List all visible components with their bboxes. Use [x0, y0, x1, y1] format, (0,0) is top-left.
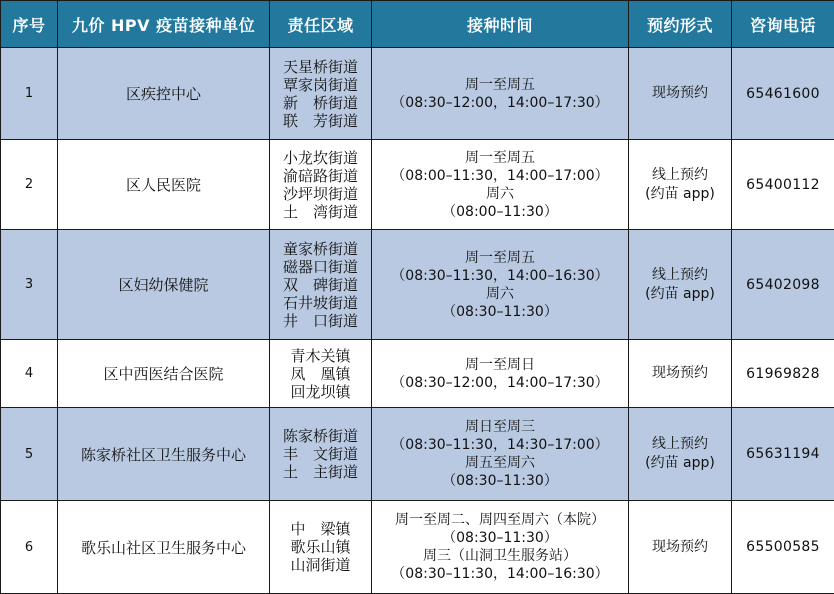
row-index: 3 [1, 230, 58, 340]
booking-item: 现场预约 [629, 84, 731, 103]
booking-item: 线上预约 [629, 166, 731, 185]
row-booking [629, 408, 732, 501]
table-row [1, 501, 834, 594]
booking-item: (约苗 app) [629, 185, 731, 204]
area-item: 双 碑街道 [270, 276, 371, 294]
time-item: （08:30–12:00，14:00–17:30） [372, 374, 628, 392]
table-row [1, 340, 834, 408]
area-item: 新 桥街道 [270, 94, 371, 112]
time-item: 周一至周五 [372, 149, 628, 167]
booking-item: 现场预约 [629, 538, 731, 557]
area-item: 丰 文街道 [270, 445, 371, 463]
row-phone: 65500585 [732, 501, 834, 594]
area-item: 回龙坝镇 [270, 383, 371, 401]
row-unit: 区人民医院 [58, 140, 270, 230]
table-header-row [1, 1, 834, 48]
area-item: 土 湾街道 [270, 203, 371, 221]
area-item: 井 口街道 [270, 312, 371, 330]
time-item: （08:30–11:30） [372, 472, 628, 490]
time-item: 周六 [372, 185, 628, 203]
row-times [372, 48, 629, 140]
row-index: 5 [1, 408, 58, 501]
area-item: 中 梁镇 [270, 520, 371, 538]
area-item: 石井坡街道 [270, 294, 371, 312]
row-phone: 65631194 [732, 408, 834, 501]
time-item: 周三（山洞卫生服务站） [372, 547, 628, 565]
header-booking: 预约形式 [629, 1, 732, 48]
row-areas [270, 48, 372, 140]
row-phone: 65402098 [732, 230, 834, 340]
header-time: 接种时间 [372, 1, 629, 48]
row-index: 6 [1, 501, 58, 594]
row-index: 1 [1, 48, 58, 140]
row-unit: 区疾控中心 [58, 48, 270, 140]
booking-item: (约苗 app) [629, 285, 731, 304]
time-item: （08:00–11:30，14:00–17:00） [372, 167, 628, 185]
row-unit: 区妇幼保健院 [58, 230, 270, 340]
time-item: 周日至周三 [372, 418, 628, 436]
row-times [372, 140, 629, 230]
row-times [372, 501, 629, 594]
row-areas [270, 140, 372, 230]
booking-item: (约苗 app) [629, 454, 731, 473]
time-item: 周一至周二、周四至周六（本院） [372, 511, 628, 529]
time-item: （08:30–11:30） [372, 303, 628, 321]
table-row [1, 408, 834, 501]
row-index: 2 [1, 140, 58, 230]
row-booking [629, 230, 732, 340]
area-item: 土 主街道 [270, 463, 371, 481]
area-item: 磁器口街道 [270, 258, 371, 276]
area-item: 童家桥街道 [270, 240, 371, 258]
table-row [1, 230, 834, 340]
row-phone: 65461600 [732, 48, 834, 140]
time-item: （08:30–11:30，14:00–16:30） [372, 565, 628, 583]
row-booking [629, 501, 732, 594]
row-times [372, 340, 629, 408]
area-item: 覃家岗街道 [270, 76, 371, 94]
header-phone: 咨询电话 [732, 1, 834, 48]
table-row [1, 48, 834, 140]
area-item: 陈家桥街道 [270, 427, 371, 445]
header-index: 序号 [1, 1, 58, 48]
row-areas [270, 230, 372, 340]
header-unit: 九价 HPV 疫苗接种单位 [58, 1, 270, 48]
row-times [372, 230, 629, 340]
row-unit: 歌乐山社区卫生服务中心 [58, 501, 270, 594]
row-phone: 65400112 [732, 140, 834, 230]
row-booking [629, 340, 732, 408]
area-item: 山洞街道 [270, 556, 371, 574]
area-item: 沙坪坝街道 [270, 185, 371, 203]
time-item: （08:30–11:30，14:00–16:30） [372, 267, 628, 285]
row-times [372, 408, 629, 501]
row-areas [270, 340, 372, 408]
row-unit: 陈家桥社区卫生服务中心 [58, 408, 270, 501]
row-booking [629, 48, 732, 140]
area-item: 青木关镇 [270, 347, 371, 365]
header-area: 责任区域 [270, 1, 372, 48]
time-item: （08:30–11:30） [372, 529, 628, 547]
row-index: 4 [1, 340, 58, 408]
time-item: 周五至周六 [372, 454, 628, 472]
booking-item: 线上预约 [629, 435, 731, 454]
area-item: 渝碚路街道 [270, 167, 371, 185]
area-item: 歌乐山镇 [270, 538, 371, 556]
time-item: 周六 [372, 285, 628, 303]
time-item: （08:30–12:00，14:00–17:30） [372, 94, 628, 112]
row-booking [629, 140, 732, 230]
row-areas [270, 408, 372, 501]
time-item: 周一至周五 [372, 249, 628, 267]
time-item: （08:00–11:30） [372, 203, 628, 221]
table-row [1, 140, 834, 230]
area-item: 凤 凰镇 [270, 365, 371, 383]
time-item: （08:30–11:30，14:30–17:00） [372, 436, 628, 454]
row-areas [270, 501, 372, 594]
booking-item: 现场预约 [629, 364, 731, 383]
row-unit: 区中西医结合医院 [58, 340, 270, 408]
area-item: 小龙坎街道 [270, 149, 371, 167]
area-item: 联 芳街道 [270, 112, 371, 130]
time-item: 周一至周日 [372, 356, 628, 374]
area-item: 天星桥街道 [270, 58, 371, 76]
time-item: 周一至周五 [372, 76, 628, 94]
booking-item: 线上预约 [629, 266, 731, 285]
row-phone: 61969828 [732, 340, 834, 408]
